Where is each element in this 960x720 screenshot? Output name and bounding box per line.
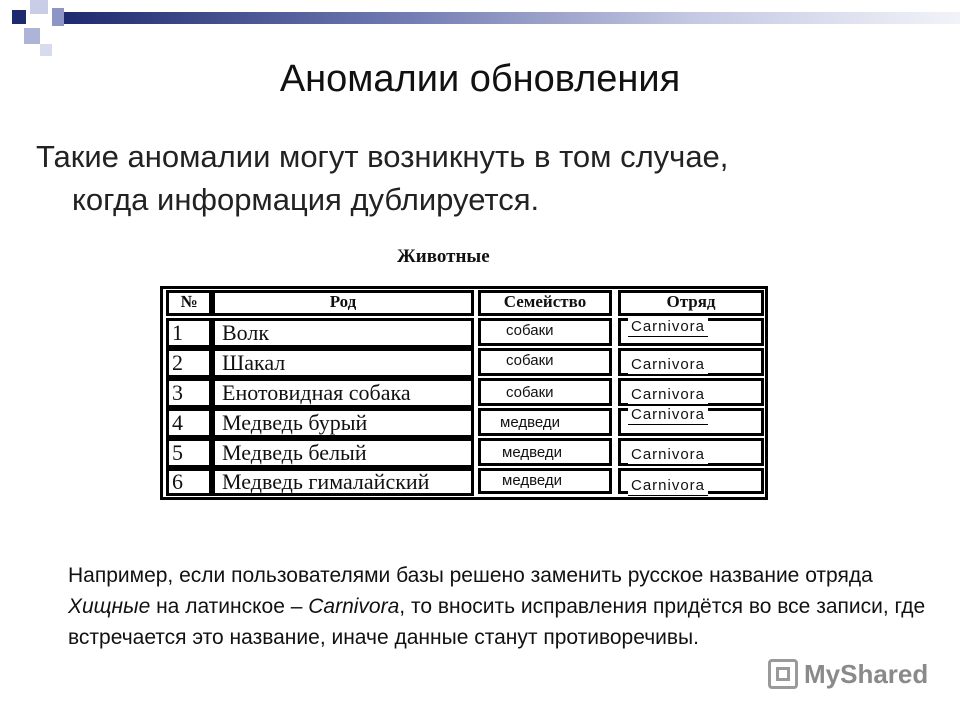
note-part-2: на латинское – [150, 595, 309, 618]
deco-square-dark [12, 10, 26, 24]
cell-num: 6 [172, 469, 183, 494]
explanation-paragraph [68, 560, 928, 653]
cell-family: собаки [506, 322, 554, 339]
header-family: Семейство [503, 292, 587, 311]
intro-line-1: Такие аномалии могут возникнуть в том случае, [36, 139, 729, 174]
header-gradient-bar [64, 12, 960, 24]
cell-family: собаки [506, 384, 554, 401]
cell-genus: Медведь гималайский [222, 469, 430, 494]
watermark-text: MyShared [804, 658, 929, 689]
note-part-1: Например, если пользователями базы решено заменить русское название отряда [68, 564, 873, 587]
cell-genus: Шакал [222, 350, 286, 375]
cell-order: Carnivora [628, 446, 708, 465]
note-part-3: , то вносить исправления придётся во все записи, где встречается это название, иначе данные станут противоречивы. [68, 595, 926, 649]
cell-family: собаки [506, 352, 554, 369]
deco-square-mid [52, 8, 64, 26]
note-emphasis-2: Carnivora [308, 595, 400, 618]
cell-order: Carnivora [628, 318, 708, 337]
slide-title: Аномалии обновления [279, 58, 681, 100]
cell-order: Carnivora [628, 406, 708, 425]
cell-genus: Волк [222, 320, 270, 345]
cell-family: медведи [502, 472, 563, 489]
header-genus: Род [329, 292, 357, 311]
cell-num: 2 [172, 350, 183, 375]
intro-text [36, 135, 936, 221]
deco-square-light-2 [24, 28, 40, 44]
cell-num: 4 [172, 410, 183, 435]
cell-order: Carnivora [628, 386, 708, 405]
header-num: № [180, 292, 198, 311]
table-caption: Животные [397, 246, 490, 267]
cell-genus: Медведь белый [222, 440, 367, 465]
header-order: Отряд [666, 292, 716, 311]
cell-num: 5 [172, 440, 183, 465]
cell-genus: Медведь бурый [222, 410, 368, 435]
cell-family: медведи [502, 444, 563, 461]
deco-square-faint [40, 44, 52, 56]
cell-genus: Енотовидная собака [222, 380, 411, 405]
cell-order: Carnivora [628, 477, 708, 496]
cell-order: Carnivora [628, 356, 708, 375]
watermark [768, 655, 928, 693]
myshared-logo-icon [768, 659, 798, 689]
cell-num: 3 [172, 380, 183, 405]
corner-decoration [0, 0, 960, 60]
deco-square-light [30, 0, 48, 14]
intro-line-2: когда информация дублируется. [72, 182, 540, 217]
cell-num: 1 [172, 320, 183, 345]
note-emphasis-1: Хищные [68, 595, 151, 618]
cell-family: медведи [500, 414, 561, 431]
